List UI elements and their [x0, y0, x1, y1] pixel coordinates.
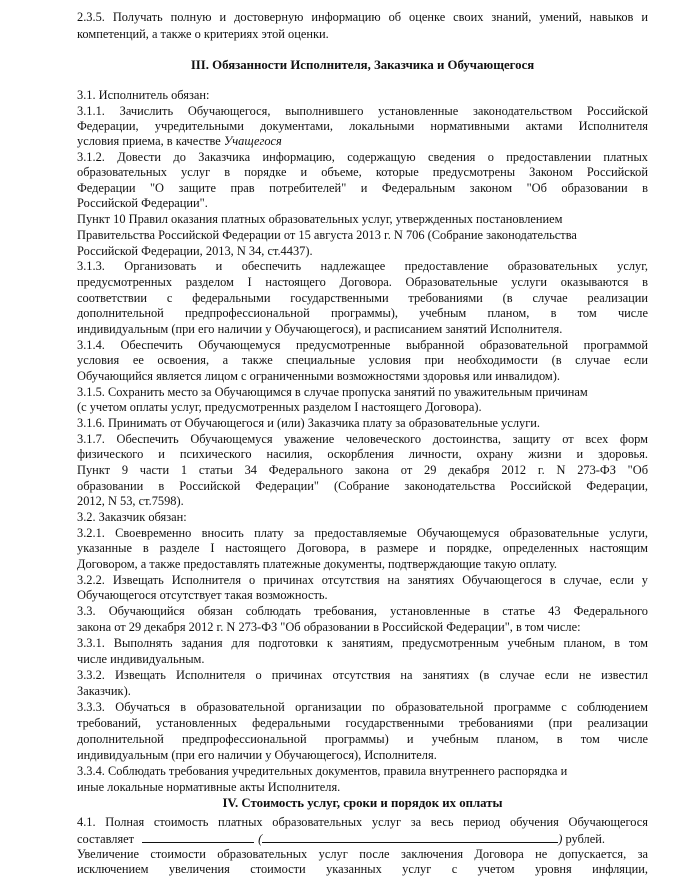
- clause-3-1-3-line-3: соответствии с федеральными государственными требованиями (в случае реализации: [77, 291, 648, 305]
- clause-3-3-1-line-1: 3.3.1. Выполнять задания для подготовки к занятиям, предусмотренным учебным планом, в том: [77, 636, 648, 650]
- clause-3-1-3-line-5: индивидуальным (при его наличии у Обучающегося), и расписанием занятий Исполнителя.: [77, 322, 563, 336]
- clause-3-3-3-line-2: требований, установленных федеральными государственными требованиями (при реализации: [77, 716, 648, 730]
- section-4-heading: IV. Стоимость услуг, сроки и порядок их оплаты: [222, 796, 503, 810]
- clause-3-1-1-text: условия приема, в качестве: [77, 134, 221, 148]
- clause-3-1-3-line-2: предусмотренных разделом I настоящего Договора. Образовательные услуги оказываются в: [77, 275, 648, 289]
- clause-3-3-2-line-2: Заказчик).: [77, 684, 131, 698]
- clause-3-1-2-line-4: Российской Федерации".: [77, 196, 208, 210]
- clause-3-3-line-2: закона от 29 декабря 2012 г. N 273-ФЗ "Об образовании в Российской Федерации", в том числе:: [77, 620, 581, 634]
- clause-3-2-1-line-3: Договором, а также предоставлять платежные документы, подтверждающие такую оплату.: [77, 557, 558, 571]
- amount-digits-field[interactable]: [142, 831, 254, 843]
- currency-label: рублей.: [565, 832, 605, 846]
- close-paren: ): [558, 832, 563, 846]
- clause-3-1-7-line-1: 3.1.7. Обеспечить Обучающемуся уважение человеческого достоинства, защиту от всех форм: [77, 432, 648, 446]
- student-term: Учащегося: [223, 134, 282, 148]
- clause-3-3-3-line-1: 3.3.3. Обучаться в образовательной организации по образовательной программе с соблюдением: [77, 700, 648, 714]
- paragraph-2-3-5-line-1: 2.3.5. Получать полную и достоверную информацию об оценке своих знаний, умений, навыков и: [77, 10, 648, 24]
- clause-3-2-1-line-2: указанные в разделе I настоящего Договора, в размере и порядке, определенных настоящим: [77, 541, 648, 555]
- clause-3-2-2-line-2: Обучающегося отсутствует такая возможность.: [77, 588, 328, 602]
- clause-3-1-4-line-3: Обучающийся является лицом с ограниченными возможностями здоровья или инвалидом).: [77, 369, 560, 383]
- clause-3-3-3-line-3: дополнительной предпрофессиональной программы) и учебным планом, в том числе: [77, 732, 648, 746]
- clause-3-1-4-line-1: 3.1.4. Обеспечить Обучающемуся предусмотренные выбранной образовательной программой: [77, 338, 648, 352]
- footnote-9-line-3: 2012, N 53, ст.7598).: [77, 494, 184, 508]
- open-paren: (: [258, 832, 263, 846]
- clause-3-1-2-line-3: Федерации "О защите прав потребителей" и Федеральным законом "Об образовании в: [77, 181, 648, 195]
- clause-3-2: 3.2. Заказчик обязан:: [77, 510, 187, 524]
- clause-3-1-5-line-1: 3.1.5. Сохранить место за Обучающимся в случае пропуска занятий по уважительным причинам: [77, 385, 588, 399]
- clause-3-1-2-line-2: образовательных услуг в порядке и объеме, которые предусмотрены Законом Российской: [77, 165, 648, 179]
- clause-3-1-1-line-3: [77, 134, 648, 150]
- clause-3-3-4-line-1: 3.3.4. Соблюдать требования учредительных документов, правила внутреннего распорядка и: [77, 764, 568, 778]
- clause-4-1-line-3: Увеличение стоимости образовательных услуг после заключения Договора не допускается, за: [77, 847, 648, 861]
- footnote-9-line-1: Пункт 9 части 1 статьи 34 Федерального закона от 29 декабря 2012 г. N 273-ФЗ "Об: [77, 463, 648, 477]
- clause-3-1-2-line-1: 3.1.2. Довести до Заказчика информацию, содержащую сведения о предоставлении платных: [77, 150, 648, 164]
- clause-4-1-line-1: 4.1. Полная стоимость платных образовательных услуг за весь период обучения Обучающегося: [77, 815, 648, 829]
- clause-3-1-6: 3.1.6. Принимать от Обучающегося и (или) Заказчика плату за образовательные услуги.: [77, 416, 541, 430]
- clause-3-2-1-line-1: 3.2.1. Своевременно вносить плату за предоставляемые Обучающемуся образовательные услуги,: [77, 526, 648, 540]
- clause-3-3-2-line-1: 3.3.2. Извещать Исполнителя о причинах отсутствия на занятиях (в случае если не известил: [77, 668, 648, 682]
- clause-4-1-line-4: исключением увеличения стоимости указанных услуг с учетом уровня инфляции,: [77, 862, 648, 876]
- clause-3-1: 3.1. Исполнитель обязан:: [77, 88, 210, 102]
- clause-3-3-1-line-2: числе индивидуальным.: [77, 652, 205, 666]
- clause-3-2-2-line-1: 3.2.2. Извещать Исполнителя о причинах отсутствия на занятиях Обучающегося в случае, если у: [77, 573, 648, 587]
- footnote-10-line-1: Пункт 10 Правил оказания платных образовательных услуг, утвержденных постановлением: [77, 212, 563, 226]
- amount-label: составляет: [77, 832, 135, 846]
- amount-words-field[interactable]: [262, 831, 558, 843]
- clause-3-1-5-line-2: (с учетом оплаты услуг, предусмотренных разделом I настоящего Договора).: [77, 400, 482, 414]
- paragraph-2-3-5-line-2: компетенций, а также о критериях этой оценки.: [77, 27, 329, 41]
- clause-3-3-line-1: 3.3. Обучающийся обязан соблюдать требования, установленные в статье 43 Федерального: [77, 604, 648, 618]
- clause-3-3-4-line-2: иные локальные нормативные акты Исполнителя.: [77, 780, 341, 794]
- footnote-10-line-2: Правительства Российской Федерации от 15 августа 2013 г. N 706 (Собрание законодательства: [77, 228, 577, 242]
- clause-4-1-line-2: [77, 831, 648, 847]
- clause-3-1-3-line-1: 3.1.3. Организовать и обеспечить надлежащее предоставление образовательных услуг,: [77, 259, 648, 273]
- footnote-10-line-3: Российской Федерации, 2013, N 34, ст.4437).: [77, 244, 313, 258]
- clause-3-1-7-line-2: физического и психического насилия, оскорбления личности, охрану жизни и здоровья.: [77, 447, 648, 461]
- clause-3-1-1-line-2: Федерации, учредительными документами, локальными нормативными актами Исполнителя: [77, 119, 648, 133]
- clause-3-1-1-line-1: 3.1.1. Зачислить Обучающегося, выполнившего установленные законодательством Российской: [77, 104, 648, 118]
- clause-3-1-4-line-2: условия ее освоения, а также специальные условия при необходимости (в случае если: [77, 353, 648, 367]
- clause-3-3-3-line-4: индивидуальным (при его наличии у Обучающегося), Исполнителя.: [77, 748, 437, 762]
- clause-3-1-3-line-4: дополнительной предпрофессиональной программы), учебным планом, в том числе: [77, 306, 648, 320]
- footnote-9-line-2: образовании в Российской Федерации" (Собрание законодательства Российской Федерации,: [77, 479, 648, 493]
- section-3-heading: III. Обязанности Исполнителя, Заказчика и Обучающегося: [190, 58, 535, 72]
